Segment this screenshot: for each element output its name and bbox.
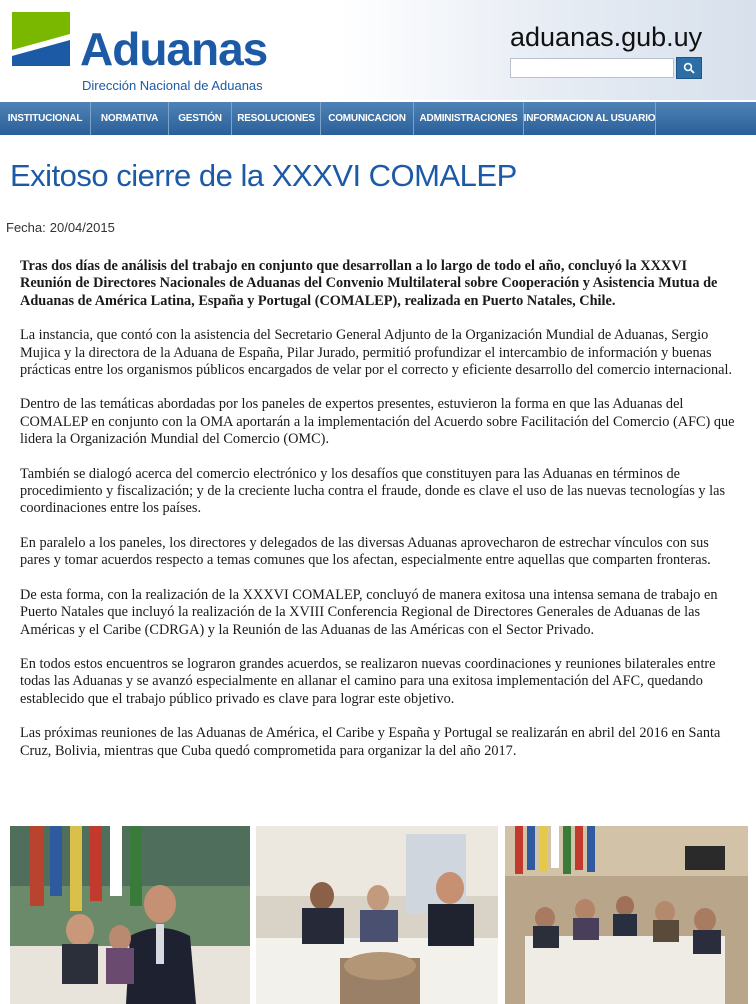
article-paragraph: Las próximas reuniones de las Aduanas de América, el Caribe y España y Portugal se realizarán en abril del 2016 en Santa Cruz, Bolivia, mientras que Cuba quedó comprometida para organizar la del año 2017. xyxy=(20,725,721,759)
search-icon xyxy=(683,62,695,74)
nav-item-comunicacion[interactable]: COMUNICACION xyxy=(321,102,414,135)
logo-text[interactable]: Aduanas xyxy=(80,23,268,75)
search-button[interactable] xyxy=(676,57,702,79)
site-url[interactable]: aduanas.gub.uy xyxy=(510,22,703,52)
nav-item-informacion-al-usuario[interactable]: INFORMACION AL USUARIO xyxy=(524,102,656,135)
lead-paragraph: Tras dos días de análisis del trabajo en conjunto que desarrollan a lo largo de todo el año, concluyó la XXXVI Reunión de Directores Nacionales de Aduanas del Convenio Multilateral sobre Cooperación y Asistencia Mutua de Aduanas de América Latina, España y Portugal (COMALEP), realizada en Puerto Natales, Chile. xyxy=(20,258,718,309)
search-input[interactable] xyxy=(510,58,674,78)
logo-subtitle: Dirección Nacional de Aduanas xyxy=(82,78,263,93)
event-photo-1[interactable] xyxy=(10,826,250,1004)
photo-gallery xyxy=(0,826,756,1004)
date-value: 20/04/2015 xyxy=(49,220,115,235)
event-photo-2[interactable] xyxy=(256,826,498,1004)
article-paragraph: También se dialogó acerca del comercio electrónico y los desafíos que constituyen para las Aduanas en términos de procedimiento y fiscalización; y de la creciente lucha contra el fraude, donde es clave el uso de las nuevas tecnologías y las coordinaciones entre los países. xyxy=(20,465,726,517)
page-title: Exitoso cierre de la XXXVI COMALEP xyxy=(10,158,517,193)
article-paragraph: De esta forma, con la realización de la XXXVI COMALEP, concluyó de manera exitosa una intensa semana de trabajo en Puerto Natales que incluyó la realización de la XVIII Conferencia Regional de Directores Generales de Aduanas de las Américas y el Caribe (CDRGA) y la Reunión de las Aduanas de las Américas con el Sector Privado. xyxy=(20,586,718,638)
nav-item-gestion[interactable]: GESTIÓN xyxy=(169,102,232,135)
article-body xyxy=(20,258,742,777)
nav-item-administraciones[interactable]: ADMINISTRACIONES xyxy=(414,102,524,135)
aduanas-logo-mark[interactable] xyxy=(12,12,70,66)
article-date xyxy=(6,220,115,235)
nav-item-normativa[interactable]: NORMATIVA xyxy=(91,102,169,135)
article-paragraph: En paralelo a los paneles, los directores y delegados de las diversas Aduanas aprovecharon de estrechar vínculos con sus pares y tomar acuerdos respecto a temas comunes que los afectan, especialmente entre aquellas que comparten fronteras. xyxy=(20,534,711,569)
site-header xyxy=(0,0,756,100)
article-paragraph: La instancia, que contó con la asistencia del Secretario General Adjunto de la Organización Mundial de Aduanas, Sergio Mujica y la directora de la Aduana de España, Pilar Jurado, permitió profundizar el intercambio de información y buenas prácticas entre los organismos públicos encargados de velar por el correcto y eficiente desarrollo del comercio internacional. xyxy=(20,327,733,379)
nav-item-resoluciones[interactable]: RESOLUCIONES xyxy=(232,102,321,135)
event-photo-3[interactable] xyxy=(505,826,748,1004)
nav-item-institucional[interactable]: INSTITUCIONAL xyxy=(0,102,91,135)
main-nav xyxy=(0,102,756,135)
article-paragraph: Dentro de las temáticas abordadas por los paneles de expertos presentes, estuvieron la forma en que las Aduanas del COMALEP en conjunto con la OMA aportarán a la implementación del Acuerdo sobre Facilitación del Comercio (AFC) que lidera la Organización Mundial del Comercio (OMC). xyxy=(20,396,735,448)
article-paragraph: En todos estos encuentros se lograron grandes acuerdos, se realizaron nuevas coordinaciones y reuniones bilaterales entre todas las Aduanas y se avanzó especialmente en allanar el camino para una exitosa implementación del AFC, quedando establecido que el trabajo público privado es clave para lograr este objetivo. xyxy=(20,655,716,707)
date-label: Fecha: xyxy=(6,220,46,235)
